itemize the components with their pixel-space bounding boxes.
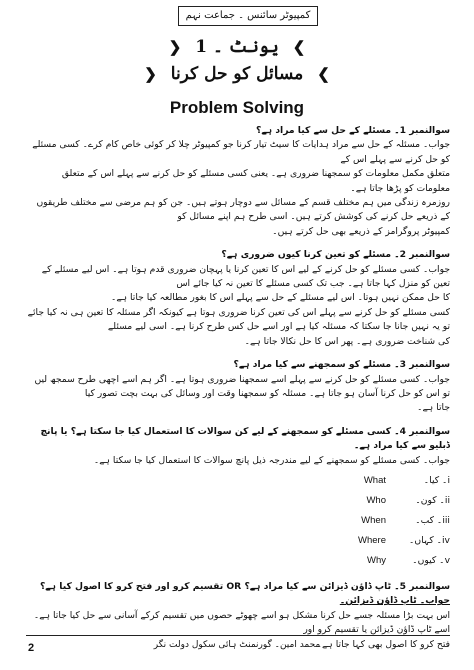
- list-item-urdu: i۔ کیا۔: [423, 474, 450, 486]
- list-item-english: What: [363, 474, 386, 486]
- unit-subtitle-line: [0, 64, 474, 84]
- list-item-english: Who: [366, 494, 386, 506]
- question-5: سوالنمبر 5۔ ٹاپ ڈاؤن ڈیزائن سے کیا مراد ہے؟ OR تقسیم کرو اور فتح کرو کا اصول کیا ہے؟: [39, 580, 450, 592]
- english-title: Problem Solving: [169, 98, 305, 117]
- question-3: سوالنمبر 3۔ مسئلے کو سمجھنے سے کیا مراد ہے؟: [233, 359, 450, 371]
- list-item-english: When: [361, 514, 386, 526]
- footer-text: محمد امین۔ گورنمنٹ ہائی سکول دولت نگر: [153, 640, 321, 650]
- question-1: سوالنمبر 1۔ مسئلے کے حل سے کیا مراد ہے؟: [256, 125, 450, 136]
- ornament-right-icon: ❯: [317, 65, 330, 83]
- answer-2-line: کسی مسئلے کو حل کرنے سے پہلے اس کی تعین کرنا ضروری ہوتا ہے کیونکہ اگر مسئلہ کا تعین ہی نہ کیا جائے تو یہ نہیں جانا جا سکتا کہ مسئلہ کیا ہے اور اسے حل کس طرح کرنا ہے۔ اسی لیے مسئلے: [27, 306, 450, 333]
- list-item-english: Why: [367, 554, 386, 566]
- list-item: [26, 471, 450, 491]
- wh-question-list: [26, 471, 450, 571]
- footer-divider: [26, 635, 450, 636]
- question-2: سوالنمبر 2۔ مسئلے کو تعین کرنا کیوں ضروری ہے؟: [221, 249, 450, 261]
- list-item: [26, 511, 450, 531]
- answer-2-line: جواب۔ کسی مسئلے کو حل کرنے کے لیے اس کا تعین کرنا یا پہچان ضروری قدم ہوتا ہے۔ اس لیے مسئلے کے تعین کو منزل کہا جاتا ہے۔ جب تک کسی مسئلے کا تعین نہ کیا جائے اس: [41, 263, 450, 290]
- list-item: [26, 491, 450, 511]
- page-number: 2: [28, 642, 35, 654]
- unit-subtitle: مسائل کو حل کرنا: [170, 64, 304, 84]
- unit-title: یونٹ ۔ 1: [195, 37, 279, 57]
- answer-5-heading: جواب۔ ٹاپ ڈاؤن ڈیزائن۔: [339, 595, 450, 607]
- answer-5-line: فتح کرو کا اصول بھی کہا جاتا ہے۔: [316, 638, 450, 650]
- answer-1-line: روزمرہ زندگی میں ہم مختلف قسم کے مسائل سے دوچار ہوتے ہیں۔ جن کو ہم مرضی سے مختلف طریقوں کے ذریعے حل کرنے کی کوشش کرتے ہیں۔ اسی طرح ہم اپنے مسائل کو: [36, 197, 450, 223]
- answer-1-line: کمپیوٹر پروگرامز کے ذریعے بھی حل کرتے ہیں۔: [272, 225, 450, 237]
- question-4: سوالنمبر 4۔ کسی مسئلے کو سمجھنے کے لیے کن سوالات کا استعمال کیا جا سکتا ہے؟ یا پانچ ڈبلیو سے کیا مراد ہے۔: [40, 425, 450, 452]
- answer-3-line: جواب۔ کسی مسئلے کو حل کرنے سے پہلے اسے سمجھنا ضروری ہوتا ہے۔ اگر ہم اسے اچھی طرح سمجھ لیں تو اس کو حل کرنا آسان ہو جاتا ہے۔ مسئلہ کو سمجھنا وقت اور وسائل کی بہت بچت تصور کیا: [34, 373, 450, 399]
- list-item-urdu: ii۔ کون۔: [415, 494, 450, 506]
- answer-5-line: اس بہت بڑا مسئلہ جسے حل کرنا مشکل ہو اسے چھوٹے حصوں میں تقسیم کرکے آسانی سے حل کیا جاتا ہے۔ اسے ٹاپ ڈاؤن ڈیزائن یا تقسیم کرو اور: [33, 609, 450, 636]
- list-item-english: Where: [358, 534, 386, 546]
- answer-1-line: جواب۔ مسئلہ کے حل سے مراد ہدایات کا سیٹ تیار کرنا جو کمپیوٹر چلا کر کوئی خاص کام کرے۔ کسی مسئلے کو حل کرنے سے پہلے اس کے: [32, 139, 450, 165]
- answer-2-line: کا حل ممکن نہیں ہوتا۔ اس لیے مسئلے کے حل سے پہلے اس کا بغور مطالعہ کیا جاتا ہے۔: [110, 292, 450, 304]
- answer-2-line: کی شناخت ضروری ہے۔ پھر اس کا حل نکالا جاتا ہے۔: [244, 335, 450, 347]
- list-item: [26, 551, 450, 571]
- answer-3-line: جاتا ہے۔: [417, 402, 450, 414]
- unit-heading: [0, 36, 474, 57]
- content-body: [26, 124, 450, 652]
- answer-1-line: متعلق مکمل معلومات کو سمجھنا ضروری ہے۔ یعنی کسی مسئلے کو حل کرنے سے پہلے اس کے متعلق معلومات کو پڑھا جاتا ہے۔: [61, 168, 450, 194]
- ornament-left-icon: ❮: [144, 65, 157, 83]
- ornament-left-icon: ❮: [168, 38, 182, 56]
- answer-4-line: جواب۔ کسی مسئلے کو سمجھنے کے لیے مندرجہ ذیل پانچ سوالات کا استعمال کیا جا سکتا ہے۔: [93, 454, 450, 466]
- page-header: کمپیوٹر سائنس ۔ جماعت نہم: [178, 6, 318, 26]
- ornament-right-icon: ❯: [292, 38, 306, 56]
- list-item: [26, 531, 450, 551]
- list-item-urdu: iv۔ کہاں۔: [409, 534, 450, 546]
- list-item-urdu: v۔ کیوں۔: [412, 554, 450, 566]
- list-item-urdu: iii۔ کب۔: [415, 514, 450, 526]
